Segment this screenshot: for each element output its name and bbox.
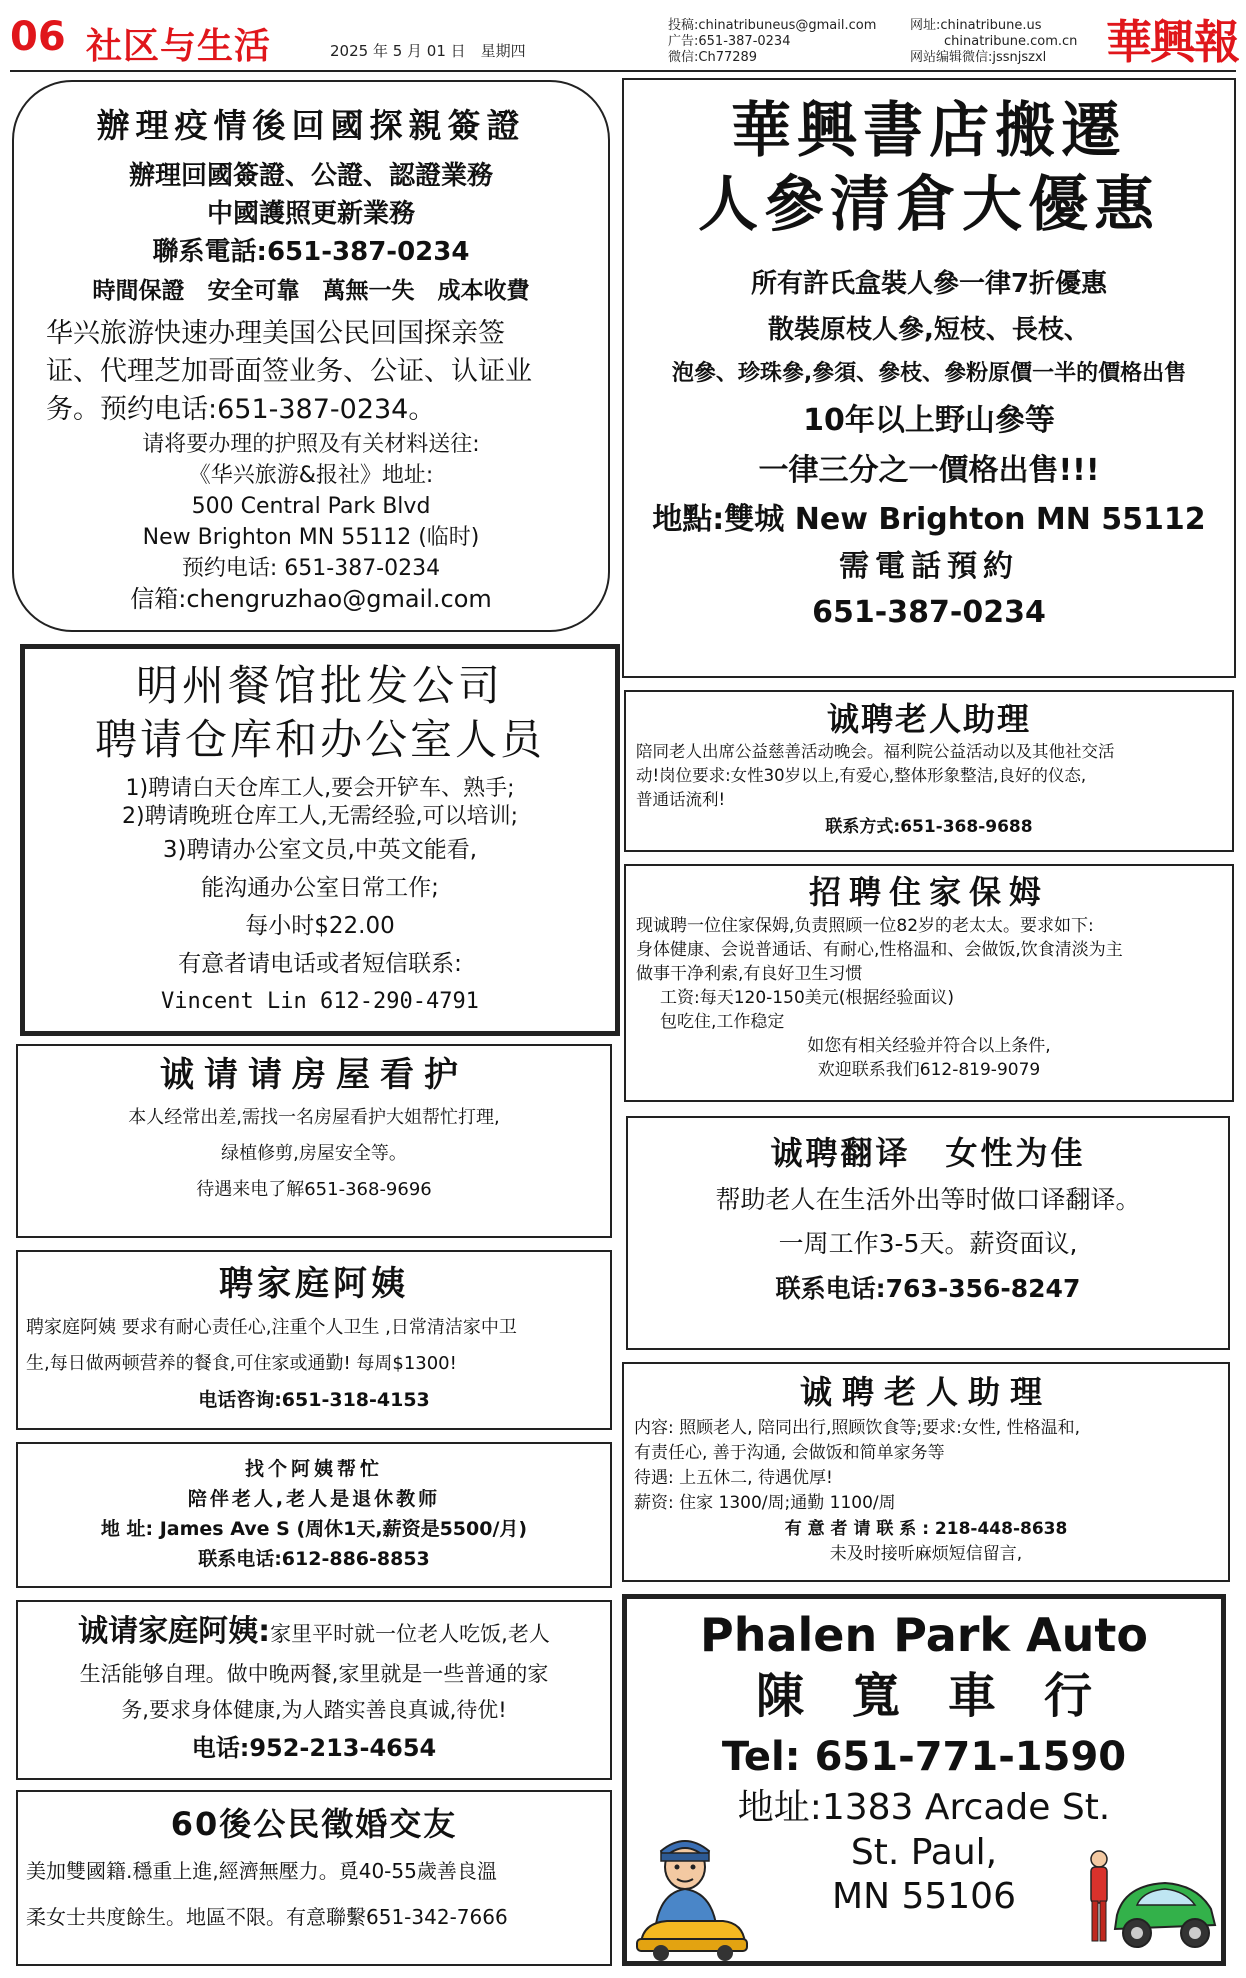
ad-elder-assistant-2-title: 诚聘老人助理 (799, 1373, 1052, 1411)
body-line: 生活能够自理。做中晚两餐,家里就是一些普通的家 (79, 1662, 549, 1686)
website-link[interactable]: 网址:chinatribune.us (910, 18, 1042, 33)
auto-address-street: 地址:1383 Arcade St. (737, 1787, 1111, 1828)
body-line: 有责任心, 善于沟通, 会做饭和简单家务等 (634, 1443, 945, 1463)
ad-visa-body-line: 华兴旅游快速办理美国公民回国探亲签 (46, 318, 505, 349)
ad-nanny-pay (636, 986, 1222, 1034)
contact-line: 如您有相关经验并符合以上条件, (807, 1036, 1051, 1056)
ad-bookstore-title-1: 華興書店搬遷 (731, 96, 1127, 166)
auto-name-en: Phalen Park Auto (700, 1608, 1148, 1662)
ad-house-sitter-title: 诚请请房屋看护 (160, 1055, 468, 1095)
masthead-logo: 華興報 (1106, 15, 1238, 69)
contact-wechat: 微信:Ch77289 (668, 50, 758, 65)
auto-address-city: St. Paul, (850, 1832, 998, 1873)
body-line: 薪资: 住家 1300/周;通勤 1100/周 (634, 1493, 896, 1513)
ad-elder-assistant-1-body (636, 740, 1222, 812)
ad-housekeeper-contact: 电话咨询:651-318-4153 (198, 1389, 430, 1411)
contact-phone: 欢迎联系我们612-819-9079 (817, 1060, 1041, 1080)
ad-elder-assistant-2 (622, 1362, 1230, 1582)
contact-info-right (910, 18, 1077, 66)
ad-marriage-body (26, 1848, 602, 1940)
ad-bookstore-appointment: 需電話預約 (839, 549, 1019, 584)
ad-bookstore-location: 地點:雙城 New Brighton MN 55112 (652, 502, 1206, 537)
ad-visa-service-line: 辦理回國簽證、公證、認證業務 (128, 161, 493, 191)
ad-translator-contact: 联系电话:763-356-8247 (775, 1274, 1081, 1303)
body-line: 本人经常出差,需找一名房屋看护大姐帮忙打理, (128, 1107, 500, 1128)
ad-bookstore-discount: 所有許氏盒裝人參一律7折優惠 (750, 269, 1108, 299)
ad-house-sitter-body (18, 1100, 610, 1208)
ad-visa-body-line: 证、代理芝加哥面签业务、公证、认证业 (46, 356, 532, 387)
ad-translator-body-1: 帮助老人在生活外出等时做口译翻译。 (715, 1185, 1141, 1214)
section-title: 社区与生活 (86, 26, 272, 67)
ad-family-aunt (16, 1600, 612, 1780)
ad-companion-line: 陪伴老人,老人是退休教师 (187, 1488, 441, 1510)
ad-family-aunt-first-line (18, 1612, 610, 1656)
body-line: 内容: 照顾老人, 陪同出行,照顾饮食等;要求:女性, 性格温和, (634, 1418, 1081, 1438)
body-line: 家里平时就一位老人吃饭,老人 (270, 1622, 550, 1646)
ad-translator-title: 诚聘翻译 女性为佳 (770, 1134, 1086, 1172)
ad-marriage-personal (16, 1790, 612, 1966)
ad-visa-phone: 聯系電話:651-387-0234 (152, 237, 470, 267)
mechanic-with-car-illustration (633, 1831, 749, 1961)
body-line: 务,要求身体健康,为人踏实善良真诚,待优! (121, 1698, 507, 1722)
ad-companion-address: 地 址: James Ave S (周休1天,薪资是5500/月) (100, 1518, 528, 1540)
ad-restaurant-title-2: 聘请仓库和办公室人员 (94, 715, 545, 764)
website-link-cn[interactable]: chinatribune.com.cn (944, 34, 1078, 49)
ad-bookstore-phone: 651-387-0234 (812, 595, 1046, 630)
ad-house-sitter (16, 1044, 612, 1238)
header-divider (10, 70, 1236, 72)
ad-companion-title: 找个阿姨帮忙 (244, 1458, 383, 1480)
mechanic-with-green-car-illustration (1085, 1843, 1221, 1959)
ad-bookstore-line: 散裝原枝人參,短枝、長枝、 (768, 315, 1090, 345)
issue-date: 2025 年 5 月 01 日 星期四 (330, 42, 526, 60)
page-number: 06 (10, 14, 66, 60)
ad-phalen-park-auto (622, 1594, 1226, 1966)
ad-visa-guarantee: 時間保證 安全可靠 萬無一失 成本收費 (92, 278, 530, 304)
body-line: 普通话流利! (636, 790, 726, 809)
body-line: 身体健康、会说普通话、有耐心,性格温和、会做饭,饮食清淡为主 (636, 940, 1123, 960)
auto-name-cn: 陳 寬 車 行 (755, 1668, 1092, 1724)
ad-nanny-contact (636, 1034, 1222, 1082)
ad-restaurant-job-1: 1)聘请白天仓库工人,要会开铲车、熟手; (125, 776, 515, 801)
ad-restaurant-job-3-detail: 能沟通办公室日常工作; (201, 875, 439, 901)
ad-visa-appointment-phone: 预约电话: 651-387-0234 (181, 556, 441, 581)
ad-family-aunt-body (18, 1656, 610, 1728)
ad-housekeeper-title: 聘家庭阿姨 (219, 1264, 409, 1304)
ad-elder-assistant-2-contact: 有 意 者 请 联 系 : 218-448-8638 (784, 1519, 1068, 1539)
body-line: 生,每日做两顿营养的餐食,可住家或通勤! 每周$1300! (26, 1353, 457, 1374)
ad-live-in-nanny (624, 864, 1234, 1102)
ad-bookstore-wild-ginseng: 10年以上野山參等 (803, 403, 1055, 438)
body-line: 美加雙國籍.穩重上進,經濟無壓力。覓40-55歲善良溫 (26, 1859, 497, 1883)
ad-elder-assistant-2-note: 未及时接听麻烦短信留言, (829, 1544, 1023, 1564)
ad-elder-assistant-2-body (634, 1416, 1218, 1516)
ad-elder-assistant-1-contact: 联系方式:651-368-9688 (825, 817, 1033, 837)
ad-visa-email[interactable]: 信箱:chengruzhao@gmail.com (130, 585, 492, 613)
ad-bookstore-title-2: 人參清倉大優惠 (698, 170, 1160, 240)
ad-visa-address: 500 Central Park Blvd (191, 494, 431, 519)
contact-ad-phone: 广告:651-387-0234 (668, 34, 791, 49)
body-line: 陪同老人出席公益慈善活动晚会。福利院公益活动以及其他社交活 (636, 742, 1115, 761)
ad-elder-assistant-1-title: 诚聘老人助理 (826, 700, 1031, 738)
ad-visa-detail-line: 《华兴旅游&报社》地址: (188, 463, 434, 488)
ad-bookstore-ginseng (622, 78, 1236, 678)
ad-visa-passport-line: 中國護照更新業務 (206, 199, 415, 229)
contact-phone: 待遇来电了解651-368-9696 (196, 1179, 432, 1200)
ad-elder-assistant-1 (624, 690, 1234, 852)
ad-restaurant-job-2: 2)聘请晚班仓库工人,无需经验,可以培训; (122, 804, 518, 829)
ad-restaurant-job-3: 3)聘请办公室文员,中英文能看, (162, 837, 478, 863)
ad-restaurant-wage: 每小时$22.00 (245, 913, 395, 939)
ad-visa-title: 辦理疫情後回國探親簽證 (96, 106, 526, 145)
ad-bookstore-line: 泡參、珍珠參,參須、參枝、參粉原價一半的價格出售 (671, 361, 1187, 386)
body-line: 绿植修剪,房屋安全等。 (221, 1143, 407, 1164)
ad-restaurant-hiring (20, 644, 620, 1036)
ad-marriage-title: 60後公民徵婚交友 (170, 1805, 458, 1843)
ad-visa-body-line: 务。预约电话:651-387-0234。 (46, 394, 436, 425)
contact-info-left (668, 18, 876, 66)
body-line: 柔女士共度餘生。地區不限。有意聯繫651-342-7666 (26, 1905, 508, 1929)
body-line: 待遇: 上五休二, 待遇优厚! (634, 1468, 833, 1488)
ad-nanny-title: 招聘住家保姆 (808, 873, 1049, 911)
pay-line: 工资:每天120-150美元(根据经验面议) (660, 988, 955, 1008)
body-line: 现诚聘一位住家保姆,负责照顾一位82岁的老太太。要求如下: (636, 916, 1094, 936)
ad-visa-details (14, 429, 608, 615)
ad-nanny-body (636, 914, 1222, 986)
editor-wechat: 网站编辑微信:jssnjszxl (910, 50, 1047, 65)
contact-email[interactable]: 投稿:chinatribuneus@gmail.com (668, 18, 877, 33)
ad-visa-service (12, 80, 610, 632)
ad-family-aunt-title: 诚请家庭阿姨: (78, 1614, 271, 1649)
body-line: 聘家庭阿姨 要求有耐心责任心,注重个人卫生 ,日常清洁家中卫 (26, 1317, 517, 1338)
ad-visa-body (14, 315, 608, 429)
ad-restaurant-title-1: 明州餐馆批发公司 (135, 661, 504, 710)
pay-line: 包吃住,工作稳定 (660, 1012, 785, 1032)
ad-bookstore-price: 一律三分之一價格出售!!! (758, 453, 1100, 488)
ad-restaurant-contact-prompt: 有意者请电话或者短信联系: (178, 951, 462, 977)
auto-phone: Tel: 651-771-1590 (721, 1734, 1127, 1780)
ad-companion-phone: 联系电话:612-886-8853 (198, 1548, 430, 1570)
ad-housekeeper-body (26, 1310, 602, 1382)
ad-visa-detail-line: 请将要办理的护照及有关材料送往: (142, 432, 480, 457)
ad-elder-companion (16, 1442, 612, 1588)
ad-restaurant-contact: Vincent Lin 612-290-4791 (161, 989, 479, 1014)
ad-housekeeper (16, 1250, 612, 1430)
body-line: 动!岗位要求:女性30岁以上,有爱心,整体形象整洁,良好的仪态, (636, 766, 1087, 785)
ad-translator (626, 1116, 1230, 1350)
body-line: 做事干净利索,有良好卫生习惯 (636, 964, 863, 984)
auto-address-zip: MN 55106 (832, 1876, 1016, 1917)
ad-family-aunt-contact: 电话:952-213-4654 (191, 1734, 437, 1762)
ad-translator-body-2: 一周工作3-5天。薪资面议, (778, 1229, 1078, 1258)
ad-visa-city: New Brighton MN 55112 (临时) (142, 525, 480, 550)
